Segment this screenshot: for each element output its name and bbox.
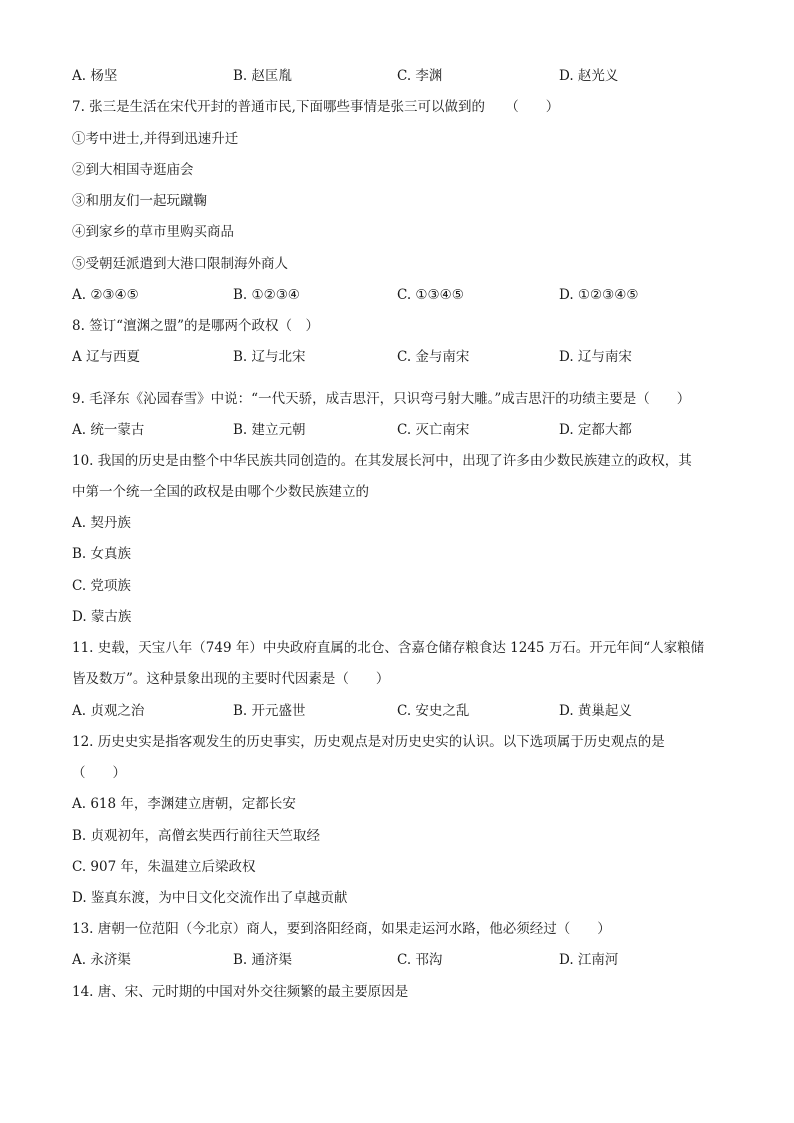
q7-item-2: ②到大相国寺逛庙会 xyxy=(72,162,194,178)
q10-option-c: C. 党项族 xyxy=(72,578,131,594)
q10-stem-line-1: 10. 我国的历史是由整个中华民族共同创造的。在其发展长河中，出现了许多由少数民族建立的政权，其 xyxy=(72,453,692,469)
q9-option-d: D. 定都大都 xyxy=(559,422,632,438)
q7-item-5: ⑤受朝廷派遣到大港口限制海外商人 xyxy=(72,256,288,272)
q8-option-b: B. 辽与北宋 xyxy=(233,349,306,365)
q12-stem-line-2: （ ） xyxy=(72,765,126,781)
q7-option-a: A. ②③④⑤ xyxy=(72,287,139,303)
q9-stem: 9. 毛泽东《沁园春雪》中说：“一代天骄，成吉思汗，只识弯弓射大雕。”成吉思汗的功绩主要是（ ） xyxy=(72,391,691,407)
q10-option-d: D. 蒙古族 xyxy=(72,609,132,625)
q9-option-c: C. 灭亡南宋 xyxy=(397,422,470,438)
q11-stem-line-2: 皆及数万”。这种景象出现的主要时代因素是（ ） xyxy=(72,671,390,687)
q12-option-b: B. 贞观初年，高僧玄奘西行前往天竺取经 xyxy=(72,828,321,844)
q11-option-d: D. 黄巢起义 xyxy=(559,703,632,719)
q7-option-d: D. ①②③④⑤ xyxy=(559,287,639,303)
q11-option-b: B. 开元盛世 xyxy=(233,703,306,719)
q10-option-a: A. 契丹族 xyxy=(72,515,131,531)
q7-option-c: C. ①③④⑤ xyxy=(397,287,464,303)
q11-stem-line-1: 11. 史载，天宝八年（749 年）中央政府直属的北仓、含嘉仓储存粮食达 1245 万石。开元年间“人家粮储 xyxy=(72,640,705,656)
q6-option-a: A. 杨坚 xyxy=(72,68,118,84)
q7-item-1: ①考中进士,并得到迅速升迁 xyxy=(72,131,239,147)
q13-option-c: C. 邗沟 xyxy=(397,952,443,968)
q13-option-d: D. 江南河 xyxy=(559,952,619,968)
q9-option-a: A. 统一蒙古 xyxy=(72,422,145,438)
q9-option-b: B. 建立元朝 xyxy=(233,422,306,438)
q6-option-c: C. 李渊 xyxy=(397,68,443,84)
q8-option-c: C. 金与南宋 xyxy=(397,349,470,365)
q6-option-d: D. 赵光义 xyxy=(559,68,619,84)
q12-option-a: A. 618 年，李渊建立唐朝，定都长安 xyxy=(72,796,296,812)
q11-option-a: A. 贞观之治 xyxy=(72,703,145,719)
q7-item-4: ④到家乡的草市里购买商品 xyxy=(72,224,234,240)
q8-option-a: A 辽与西夏 xyxy=(72,349,141,365)
q7-item-3: ③和朋友们一起玩蹴鞠 xyxy=(72,193,207,209)
q7-stem: 7. 张三是生活在宋代开封的普通市民,下面哪些事情是张三可以做到的 （ ） xyxy=(72,99,560,115)
q14-stem: 14. 唐、宋、元时期的中国对外交往频繁的最主要原因是 xyxy=(72,984,409,1000)
q8-option-d: D. 辽与南宋 xyxy=(559,349,632,365)
q7-option-b: B. ①②③④ xyxy=(233,287,300,303)
q12-stem-line-1: 12. 历史史实是指客观发生的历史事实，历史观点是对历史史实的认识。以下选项属于历史观点的是 xyxy=(72,734,665,750)
q11-option-c: C. 安史之乱 xyxy=(397,703,470,719)
q10-option-b: B. 女真族 xyxy=(72,546,132,562)
q12-option-d: D. 鉴真东渡，为中日文化交流作出了卓越贡献 xyxy=(72,890,348,906)
q13-stem: 13. 唐朝一位范阳（今北京）商人，要到洛阳经商，如果走运河水路，他必须经过（ ） xyxy=(72,921,611,937)
q12-option-c: C. 907 年，朱温建立后梁政权 xyxy=(72,859,256,875)
q13-option-a: A. 永济渠 xyxy=(72,952,131,968)
q10-stem-line-2: 中第一个统一全国的政权是由哪个少数民族建立的 xyxy=(72,484,369,500)
q6-option-b: B. 赵匡胤 xyxy=(233,68,293,84)
q13-option-b: B. 通济渠 xyxy=(233,952,293,968)
q8-stem: 8. 签订“澶渊之盟”的是哪两个政权（ ） xyxy=(72,318,319,334)
